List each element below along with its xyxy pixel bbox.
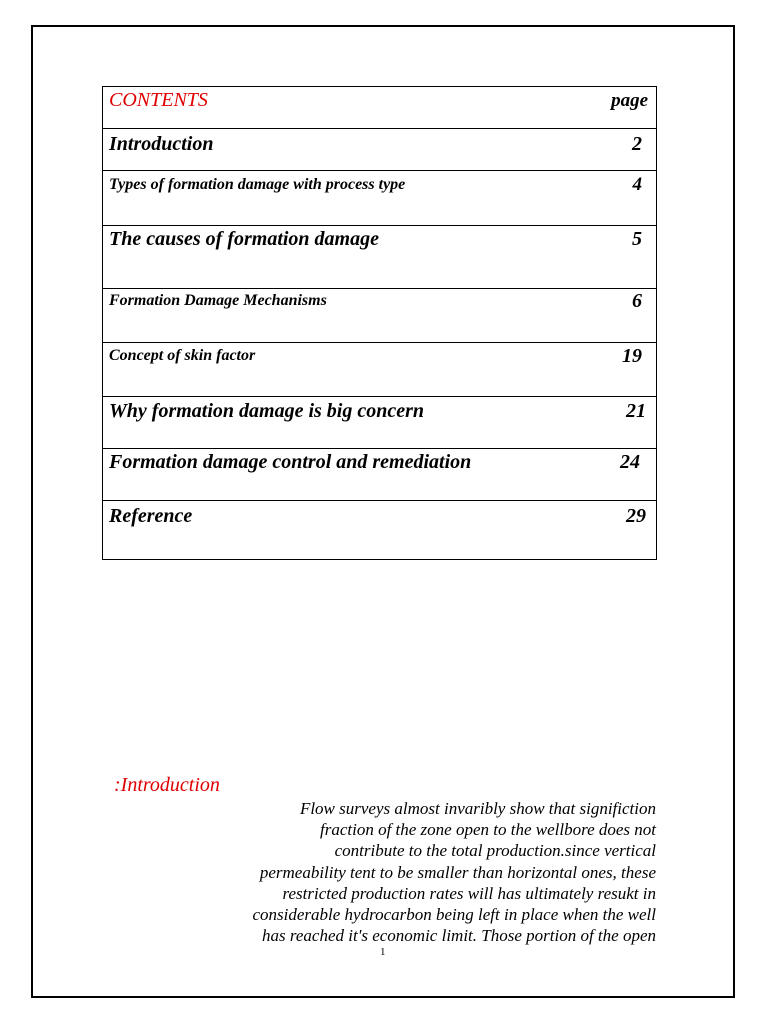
toc-row: [103, 449, 656, 501]
toc-entry-page: 19: [622, 345, 642, 367]
toc-row: [103, 343, 656, 397]
toc-row: [103, 397, 656, 449]
toc-entry-label: Formation damage control and remediation: [109, 451, 472, 473]
toc-entry-page: 6: [632, 290, 642, 312]
toc-entry-page: 21: [626, 400, 646, 422]
page-number: 1: [380, 946, 386, 958]
paragraph-line: Flow surveys almost invaribly show that significtion: [299, 799, 656, 818]
toc-row: [103, 289, 656, 343]
toc-entry-page: 24: [620, 451, 640, 473]
paragraph-line: has reached it's economic limit. Those portion of the open: [262, 926, 656, 946]
page-column-heading: page: [611, 90, 648, 111]
toc-entry-page: 2: [632, 133, 642, 155]
toc-entry-label: Formation Damage Mechanisms: [109, 292, 327, 309]
toc-header-row: [103, 87, 656, 129]
toc-row: [103, 171, 656, 226]
toc-entry-page: 29: [626, 505, 646, 527]
paragraph-line: fraction of the zone open to the wellbore does not: [319, 820, 656, 840]
toc-row: [103, 226, 656, 289]
toc-entry-label: Why formation damage is big concern: [109, 400, 425, 422]
paragraph-line: contribute to the total production.since vertical: [334, 841, 656, 861]
paragraph-line: considerable hydrocarbon being left in place when the well: [252, 905, 656, 925]
toc-entry-page: 4: [632, 174, 642, 195]
toc-entry-label: Types of formation damage with process type: [109, 176, 406, 193]
introduction-heading: :Introduction: [114, 774, 220, 796]
table-of-contents: [102, 86, 657, 560]
toc-entry-label: Reference: [109, 505, 193, 527]
toc-entry-label: Introduction: [109, 133, 214, 155]
introduction-paragraph: [110, 798, 656, 946]
toc-row: [103, 501, 656, 559]
toc-row: [103, 129, 656, 171]
paragraph-line: restricted production rates will has ultimately resukt in: [282, 883, 656, 903]
contents-heading: CONTENTS: [109, 89, 208, 111]
paragraph-line: permeability tent to be smaller than horizontal ones, these: [259, 862, 656, 882]
toc-entry-label: The causes of formation damage: [109, 228, 379, 250]
toc-entry-label: Concept of skin factor: [109, 347, 256, 364]
toc-entry-page: 5: [632, 228, 642, 250]
